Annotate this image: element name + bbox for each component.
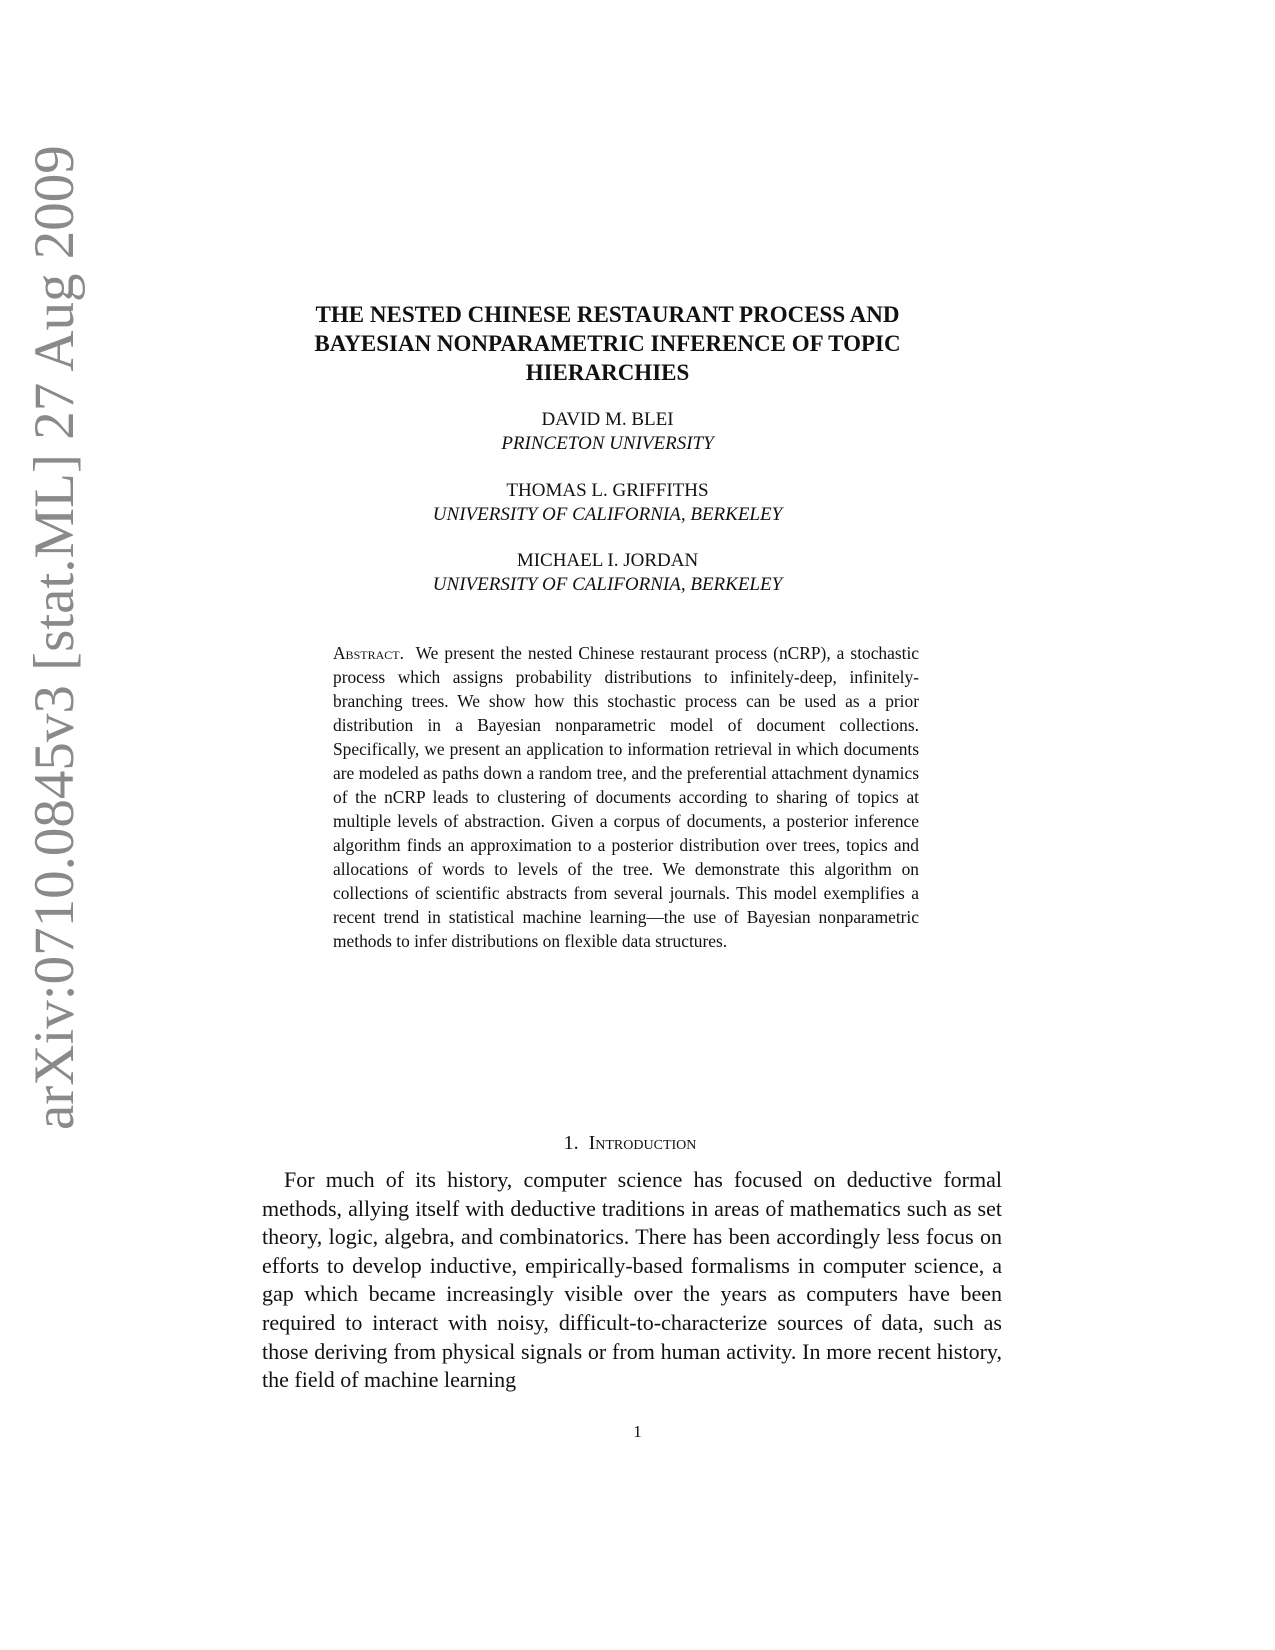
page-number: 1 bbox=[633, 1422, 642, 1441]
section-heading bbox=[260, 1130, 1000, 1156]
author-affiliation: UNIVERSITY OF CALIFORNIA, BERKELEY bbox=[432, 574, 783, 595]
abstract-text: We present the nested Chinese restaurant process (nCRP), a stochastic process which assigns probability distributions to infinitely-deep, infinitely-branching trees. We show how this stochastic process can be used as a prior distribution in a Bayesian nonparametric model of document collections. Specifically, we present an application to information retrieval in which documents are modeled as paths down a random tree, and the preferential attachment dynamics of the nCRP leads to clustering of documents according to sharing of topics at multiple levels of abstraction. Given a corpus of documents, a posterior inference algorithm finds an approximation to a posterior distribution over trees, topics and allocations of words to levels of the tree. We demonstrate this algorithm on collections of scientific abstracts from several journals. This model exemplifies a recent trend in statistical machine learning—the use of Bayesian nonparametric methods to infer distributions on flexible data structures. bbox=[333, 643, 919, 951]
author-block-2 bbox=[300, 479, 915, 527]
section-title: Introduction bbox=[588, 1132, 697, 1154]
author-block-3 bbox=[300, 549, 915, 597]
section-number: 1. bbox=[563, 1132, 579, 1154]
arxiv-stamp: arXiv:0710.0845v3 [stat.ML] 27 Aug 2009 bbox=[23, 145, 86, 1130]
abstract bbox=[333, 641, 919, 953]
author-name: DAVID M. BLEI bbox=[541, 409, 674, 430]
author-affiliation: PRINCETON UNIVERSITY bbox=[501, 433, 714, 454]
author-name: THOMAS L. GRIFFITHS bbox=[506, 480, 709, 501]
author-block-1 bbox=[300, 408, 915, 456]
paper-title: THE NESTED CHINESE RESTAURANT PROCESS AND BAYESIAN NONPARAMETRIC INFERENCE OF TOPIC HIERARCHIES bbox=[314, 302, 901, 385]
author-affiliation: UNIVERSITY OF CALIFORNIA, BERKELEY bbox=[432, 504, 783, 525]
author-name: MICHAEL I. JORDAN bbox=[516, 550, 699, 571]
abstract-label: Abstract. bbox=[333, 643, 404, 663]
intro-paragraph: For much of its history, computer science has focused on deductive formal methods, allying itself with deductive traditions in areas of mathematics such as set theory, logic, algebra, and combinatorics. There has been accordingly less focus on efforts to develop inductive, empirically-based formalisms in computer science, a gap which became increasingly visible over the years as computers have been required to interact with noisy, difficult-to-characterize sources of data, such as those deriving from physical signals or from human activity. In more recent history, the field of machine learning bbox=[262, 1167, 1002, 1393]
